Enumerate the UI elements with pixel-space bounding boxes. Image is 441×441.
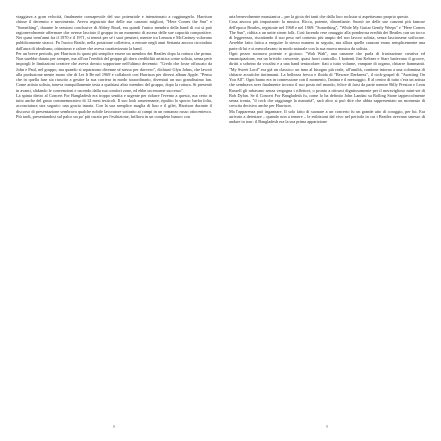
paragraph: Ogni pezzo suonava potente e gioioso: "Wah Wah", una canzone che parla di frustrazione creativa ed emancipazione, era un brivido crescente, quasi fuori controllo. I battenti Jim Keltner e Starr battevano il groove, diritti a sobrino da vocalist e a una band tentacolare: fiati a tutto volume, vampate di organo, chitarre fiammanti. "My Sweet Lord" era già un classico: un inno al bisogno più reale, all'umiltà, contiene intorno a una colonnina di chitarre acustiche tintinnanti. La bellezza fresca e fluida di "Beware Darkness", il rock-gospel di "Awaiting On You All". Ogni brano era in connessione con il momento, l'anima e il messaggio. E al centro di tutto c'era un artista che sembrava aver finalmente trovato il suo posto nel mondo, felice di farsi da parte mentre Billy Preston e Leon Russell gli rubavano senza vergogna i riflettori, o pronto a ritirarsi dignitosamente per il meraviglioso mini-set di Bob Dylan. Se il Concert For Bangladesh fu, come lo ha definito John Landau su Rolling Stone tappeccolmente senza ironia, "il rock che raggiunge la maturità", sarà altro si può dire che abbia rappresentato un momento di crescita decisivo anche per Harrison. [229,50,425,109]
paragraph: Cosa ancora più importante: la musica. Ricca, potente, dinonfiante. Suonò tre delle sue canzoni più famose dell'epoca Beatles, registrate nel 1968 e nel 1969: "Something", "While My Guitar Gently Weeps" e "Here Comes The Sun", riditta a un unite sirom folk. Così facendo rese omaggio alla ponderosa eredità dei Beatles con un tocco di leggerezza, riscattando il suo peso nel contesto più ampio del suo lavoro solista, senza lasciarsene soffocare. Avrebbe fatto fatica a eseguire lo stesso numero in seguito, ma allora quelle canzoni erano semplicemente una parte di lui e si mescolavano in modo naturale con la sua nuova musica da solista. [229,19,425,51]
left-page [16,14,212,433]
paragraph: aria benevolmente mussianica – per la gioia dei tanti che dalla loro rockstar si aspettavano proprio questo. [229,14,410,19]
page-number: 8 [113,423,115,429]
page-number: 9 [326,423,328,429]
paragraph: La spinta dietro al Concert For Bangladesh era troppo sentita e urgente per ridurre l'evento a questo, ma certo in tutto anche del gusto commemorativo di 12 mesi testicoli. Il suo look rasserenante, ripulito lo sporto: barba folta, acconciatura stra sugarto: una gracia innata. Con la sua semplice maglia di lino e il gilet, Harrison durante il discorso di presentazione sembrava qualche nobile lavoratore sottratto ai campi in un romanzo russo ottocentesco. Più tardi, presentandosi sul palco un po' più curato per l'esibizione, brillava in un completo bianco con [16,92,212,119]
right-page [229,14,425,433]
paragraph: Per un breve periodo, per Harrison fu quasi più semplice essere un membro dei Beatles dopo la rottura che prima. Non sarebbe durato per sempre, ma all'ora l'eredità del gruppo gli dava credibilità artistica come solista, senza però imporgli le limitazioni creative che aveva dovuto sopportare nell'ultimo decennio. "Credo che fosse offuscato da John e Paul, nel gruppo, ma quando si separarono divenne sé stesso per davvero", dichiarò Glyn Johns, che lavorò alla produzione mente mono che di Let It Be nel 1969 e collaborò con Harrison per diversi album Apple. "Penso che in quella fase sia riuscito a gestire la sua carriera in modo straordinario, diventati un suo grandissimo fan. Come artista solista, toneva tranquillamente testa a qualsiasi altro membro del gruppo, dopo la rottura. Si presentò in avanti, sfidando le convenzioni e uscendo dalla sua comfort zone, ed ebbe un enorme successo". [16,50,212,93]
paragraph: Ma l'apparenza può ingannare. Il solo fatto di suonare a un concerto fu un grande atto di coraggio, per lui. Era arrivato a detestare – quando non a temere – le esibizioni dal vivo nel periodo in cui i Beatles avevano smesso di andare in tour: il Bangladesh era la sua prima apparizione [229,108,425,124]
paragraph: viaggiava a gran velocità, finalmente consapevole del suo potenziale e intenzionato a raggiungerlo. Harrison chiuse il decennio e movimento. Aveva registrato due delle sue canzoni migliori, "Here Comes the Sun" e "Something", durante le sessioni conclusive di Abbey Road, era quindi l'unico membro della band di cui si può ragionevolmente affermare che avesse lasciato il gruppo in un momento di ascesa delle sue capacità compositive. Nei quasi trent'anni fra il 1970 e il 1971, si tenerà per sé i suoi pensieri, mentre tra Lennon e McCartney volavano pubblicamente stracci. Fu l'unico Beatle, nella posizione collettiva, a entrare negli anni Settanta ancora circondato dall'aura di idealismo, ottimismo e calore che aveva caratterizzato la band. [16,14,212,51]
